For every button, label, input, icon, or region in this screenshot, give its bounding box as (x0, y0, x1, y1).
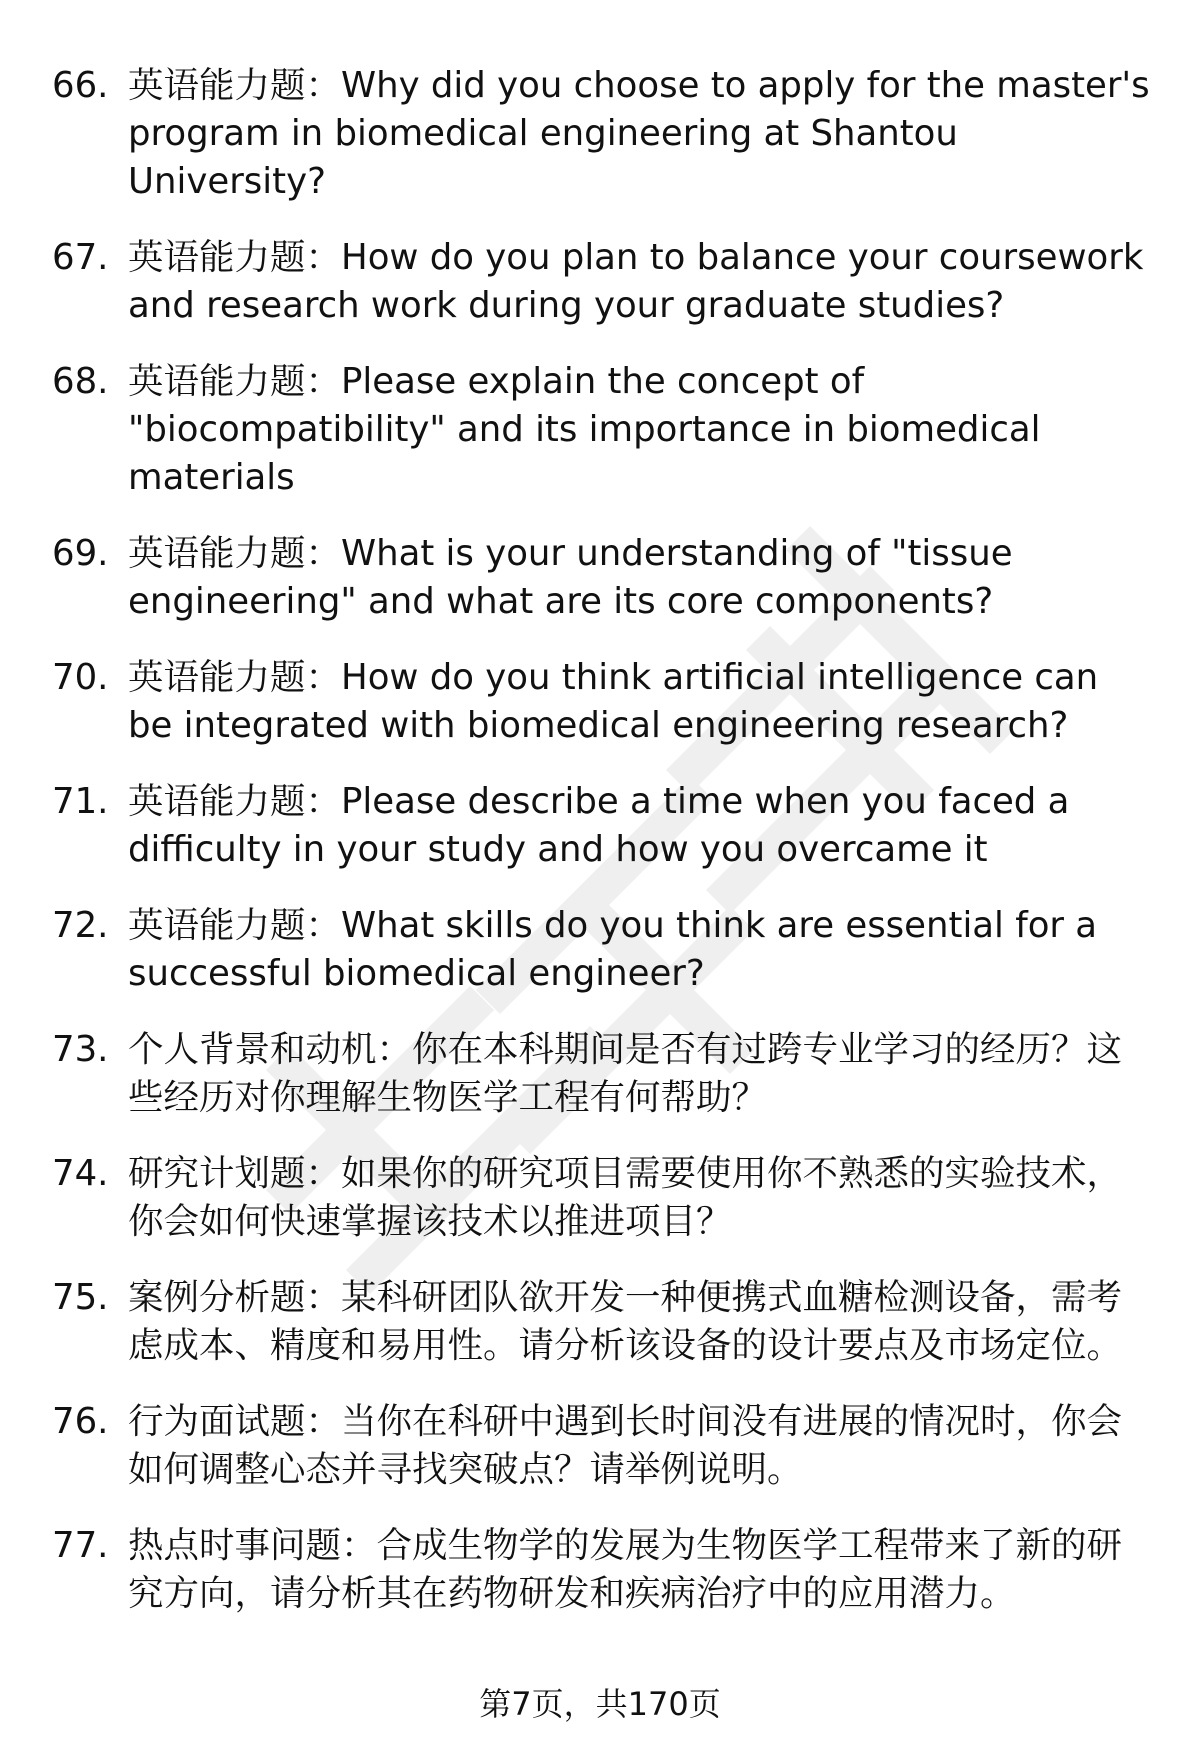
question-text: 个人背景和动机：你在本科期间是否有过跨专业学习的经历？这些经历对你理解生物医学工程有何帮助？ (128, 1029, 1123, 1118)
question-text: 英语能力题：How do you think artificial intelligence can be integrated with biomedical engineering research? (128, 657, 1099, 746)
question-text: 英语能力题：What skills do you think are essential for a successful biomedical engineer? (128, 905, 1098, 994)
list-item (52, 654, 1152, 750)
question-text: 案例分析题：某科研团队欲开发一种便携式血糖检测设备，需考虑成本、精度和易用性。请分析该设备的设计要点及市场定位。 (128, 1277, 1123, 1366)
question-number: 71. (52, 781, 109, 822)
list-item (52, 902, 1152, 998)
list-item (52, 1398, 1152, 1494)
question-text: 研究计划题：如果你的研究项目需要使用你不熟悉的实验技术，你会如何快速掌握该技术以推进项目？ (128, 1153, 1123, 1242)
question-number: 74. (52, 1153, 109, 1194)
question-number: 75. (52, 1277, 109, 1318)
question-number: 68. (52, 361, 109, 402)
list-item (52, 358, 1152, 502)
question-number: 70. (52, 657, 109, 698)
question-number: 66. (52, 65, 109, 106)
list-item (52, 62, 1152, 206)
list-item (52, 530, 1152, 626)
question-number: 67. (52, 237, 109, 278)
question-list (52, 62, 1152, 1646)
question-text: 英语能力题：Please describe a time when you faced a difficulty in your study and how you overcame it (128, 781, 1070, 870)
question-number: 76. (52, 1401, 109, 1442)
list-item (52, 1150, 1152, 1246)
question-text: 英语能力题：Please explain the concept of "biocompatibility" and its importance in biomedical materials (128, 361, 1041, 498)
question-text: 英语能力题：How do you plan to balance your coursework and research work during your graduate studies? (128, 237, 1144, 326)
question-text: 英语能力题：What is your understanding of "tissue engineering" and what are its core components? (128, 533, 1013, 622)
question-number: 77. (52, 1525, 109, 1566)
question-text: 行为面试题：当你在科研中遇到长时间没有进展的情况时，你会如何调整心态并寻找突破点？请举例说明。 (128, 1401, 1123, 1490)
list-item (52, 1026, 1152, 1122)
list-item (52, 234, 1152, 330)
list-item (52, 1522, 1152, 1618)
question-text: 英语能力题：Why did you choose to apply for the master's program in biomedical engineering at Shantou University? (128, 65, 1150, 202)
question-number: 73. (52, 1029, 109, 1070)
question-text: 热点时事问题：合成生物学的发展为生物医学工程带来了新的研究方向，请分析其在药物研发和疾病治疗中的应用潜力。 (128, 1525, 1123, 1614)
question-number: 69. (52, 533, 109, 574)
list-item (52, 1274, 1152, 1370)
question-number: 72. (52, 905, 109, 946)
list-item (52, 778, 1152, 874)
page-footer: 第7页，共170页 (479, 1685, 721, 1723)
